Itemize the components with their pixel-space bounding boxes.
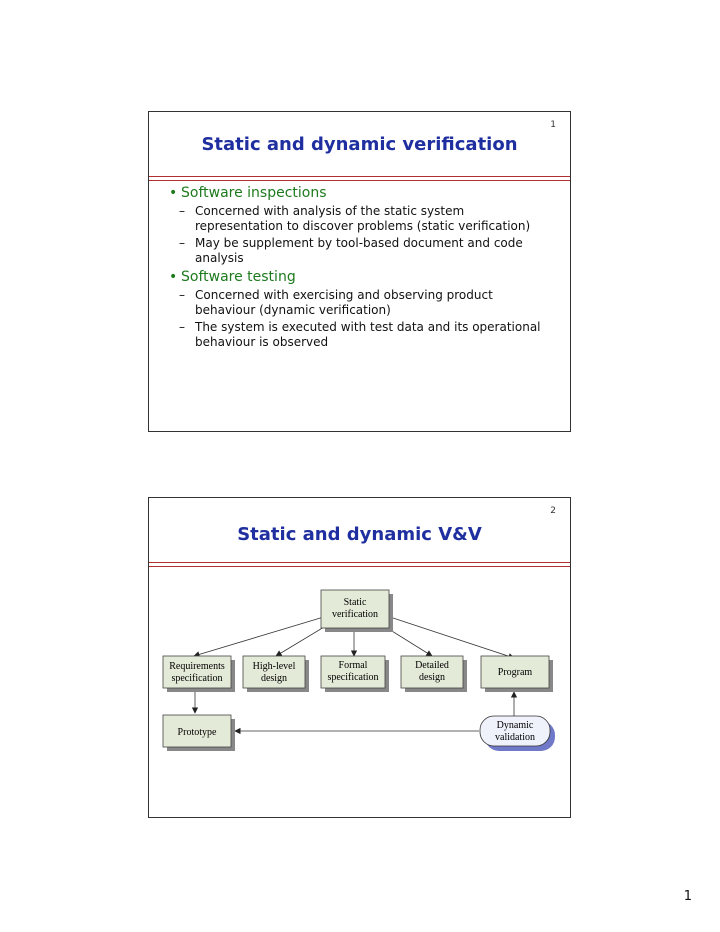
bullet-label: Software testing bbox=[181, 269, 296, 285]
node-prototype bbox=[163, 715, 235, 751]
slide-content bbox=[169, 184, 550, 352]
sub-bullet-text: The system is executed with test data and its operational behaviour is observed bbox=[195, 320, 541, 349]
node-program bbox=[481, 656, 553, 692]
node-label: design bbox=[418, 672, 446, 683]
bullet-software-inspections: • Software inspections bbox=[169, 185, 327, 201]
sub-bullet-text: Concerned with exercising and observing product behaviour (dynamic verification) bbox=[195, 288, 493, 317]
node-label: Detailed bbox=[415, 660, 449, 671]
title-divider bbox=[149, 562, 570, 567]
node-label: verification bbox=[331, 609, 379, 620]
bullet-label: Software inspections bbox=[181, 185, 327, 201]
node-dynamic-validation bbox=[480, 716, 555, 751]
slide-number: 1 bbox=[550, 120, 556, 130]
page-number: 1 bbox=[683, 889, 692, 904]
sub-bullet: – Concerned with analysis of the static system representation to discover problems (static verification) bbox=[179, 204, 531, 233]
sub-bullet-text: Concerned with analysis of the static system representation to discover problems (static verification) bbox=[195, 204, 531, 233]
node-requirements-specification bbox=[163, 656, 235, 692]
slide-1 bbox=[148, 111, 571, 432]
slide-number: 2 bbox=[550, 506, 556, 516]
node-label: Dynamic bbox=[496, 720, 534, 731]
node-label: Program bbox=[497, 667, 533, 678]
node-label: Static bbox=[343, 597, 367, 608]
sub-bullet: – May be supplement by tool-based document and code analysis bbox=[179, 236, 523, 265]
sub-bullet-text: May be supplement by tool-based document and code analysis bbox=[195, 236, 523, 265]
node-high-level-design bbox=[243, 656, 309, 692]
node-static-verification bbox=[321, 590, 393, 632]
title-divider bbox=[149, 176, 570, 181]
node-label: Requirements bbox=[169, 661, 225, 672]
slide-2 bbox=[148, 497, 571, 818]
slide-title: Static and dynamic V&V bbox=[237, 524, 482, 545]
bullet-software-testing: • Software testing bbox=[169, 269, 296, 285]
slide-title: Static and dynamic verification bbox=[201, 134, 518, 155]
node-label: design bbox=[260, 673, 288, 684]
node-label: Prototype bbox=[177, 727, 217, 738]
node-label: High-level bbox=[252, 661, 296, 672]
sub-bullet: – The system is executed with test data and its operational behaviour is observed bbox=[179, 320, 541, 349]
node-label: specification bbox=[171, 673, 223, 684]
node-formal-specification bbox=[321, 656, 389, 692]
vv-diagram bbox=[149, 578, 570, 768]
sub-bullet: – Concerned with exercising and observing product behaviour (dynamic verification) bbox=[179, 288, 493, 317]
node-label: validation bbox=[495, 732, 535, 743]
node-detailed-design bbox=[401, 656, 467, 692]
node-label: Formal bbox=[338, 660, 368, 671]
node-label: specification bbox=[327, 672, 379, 683]
